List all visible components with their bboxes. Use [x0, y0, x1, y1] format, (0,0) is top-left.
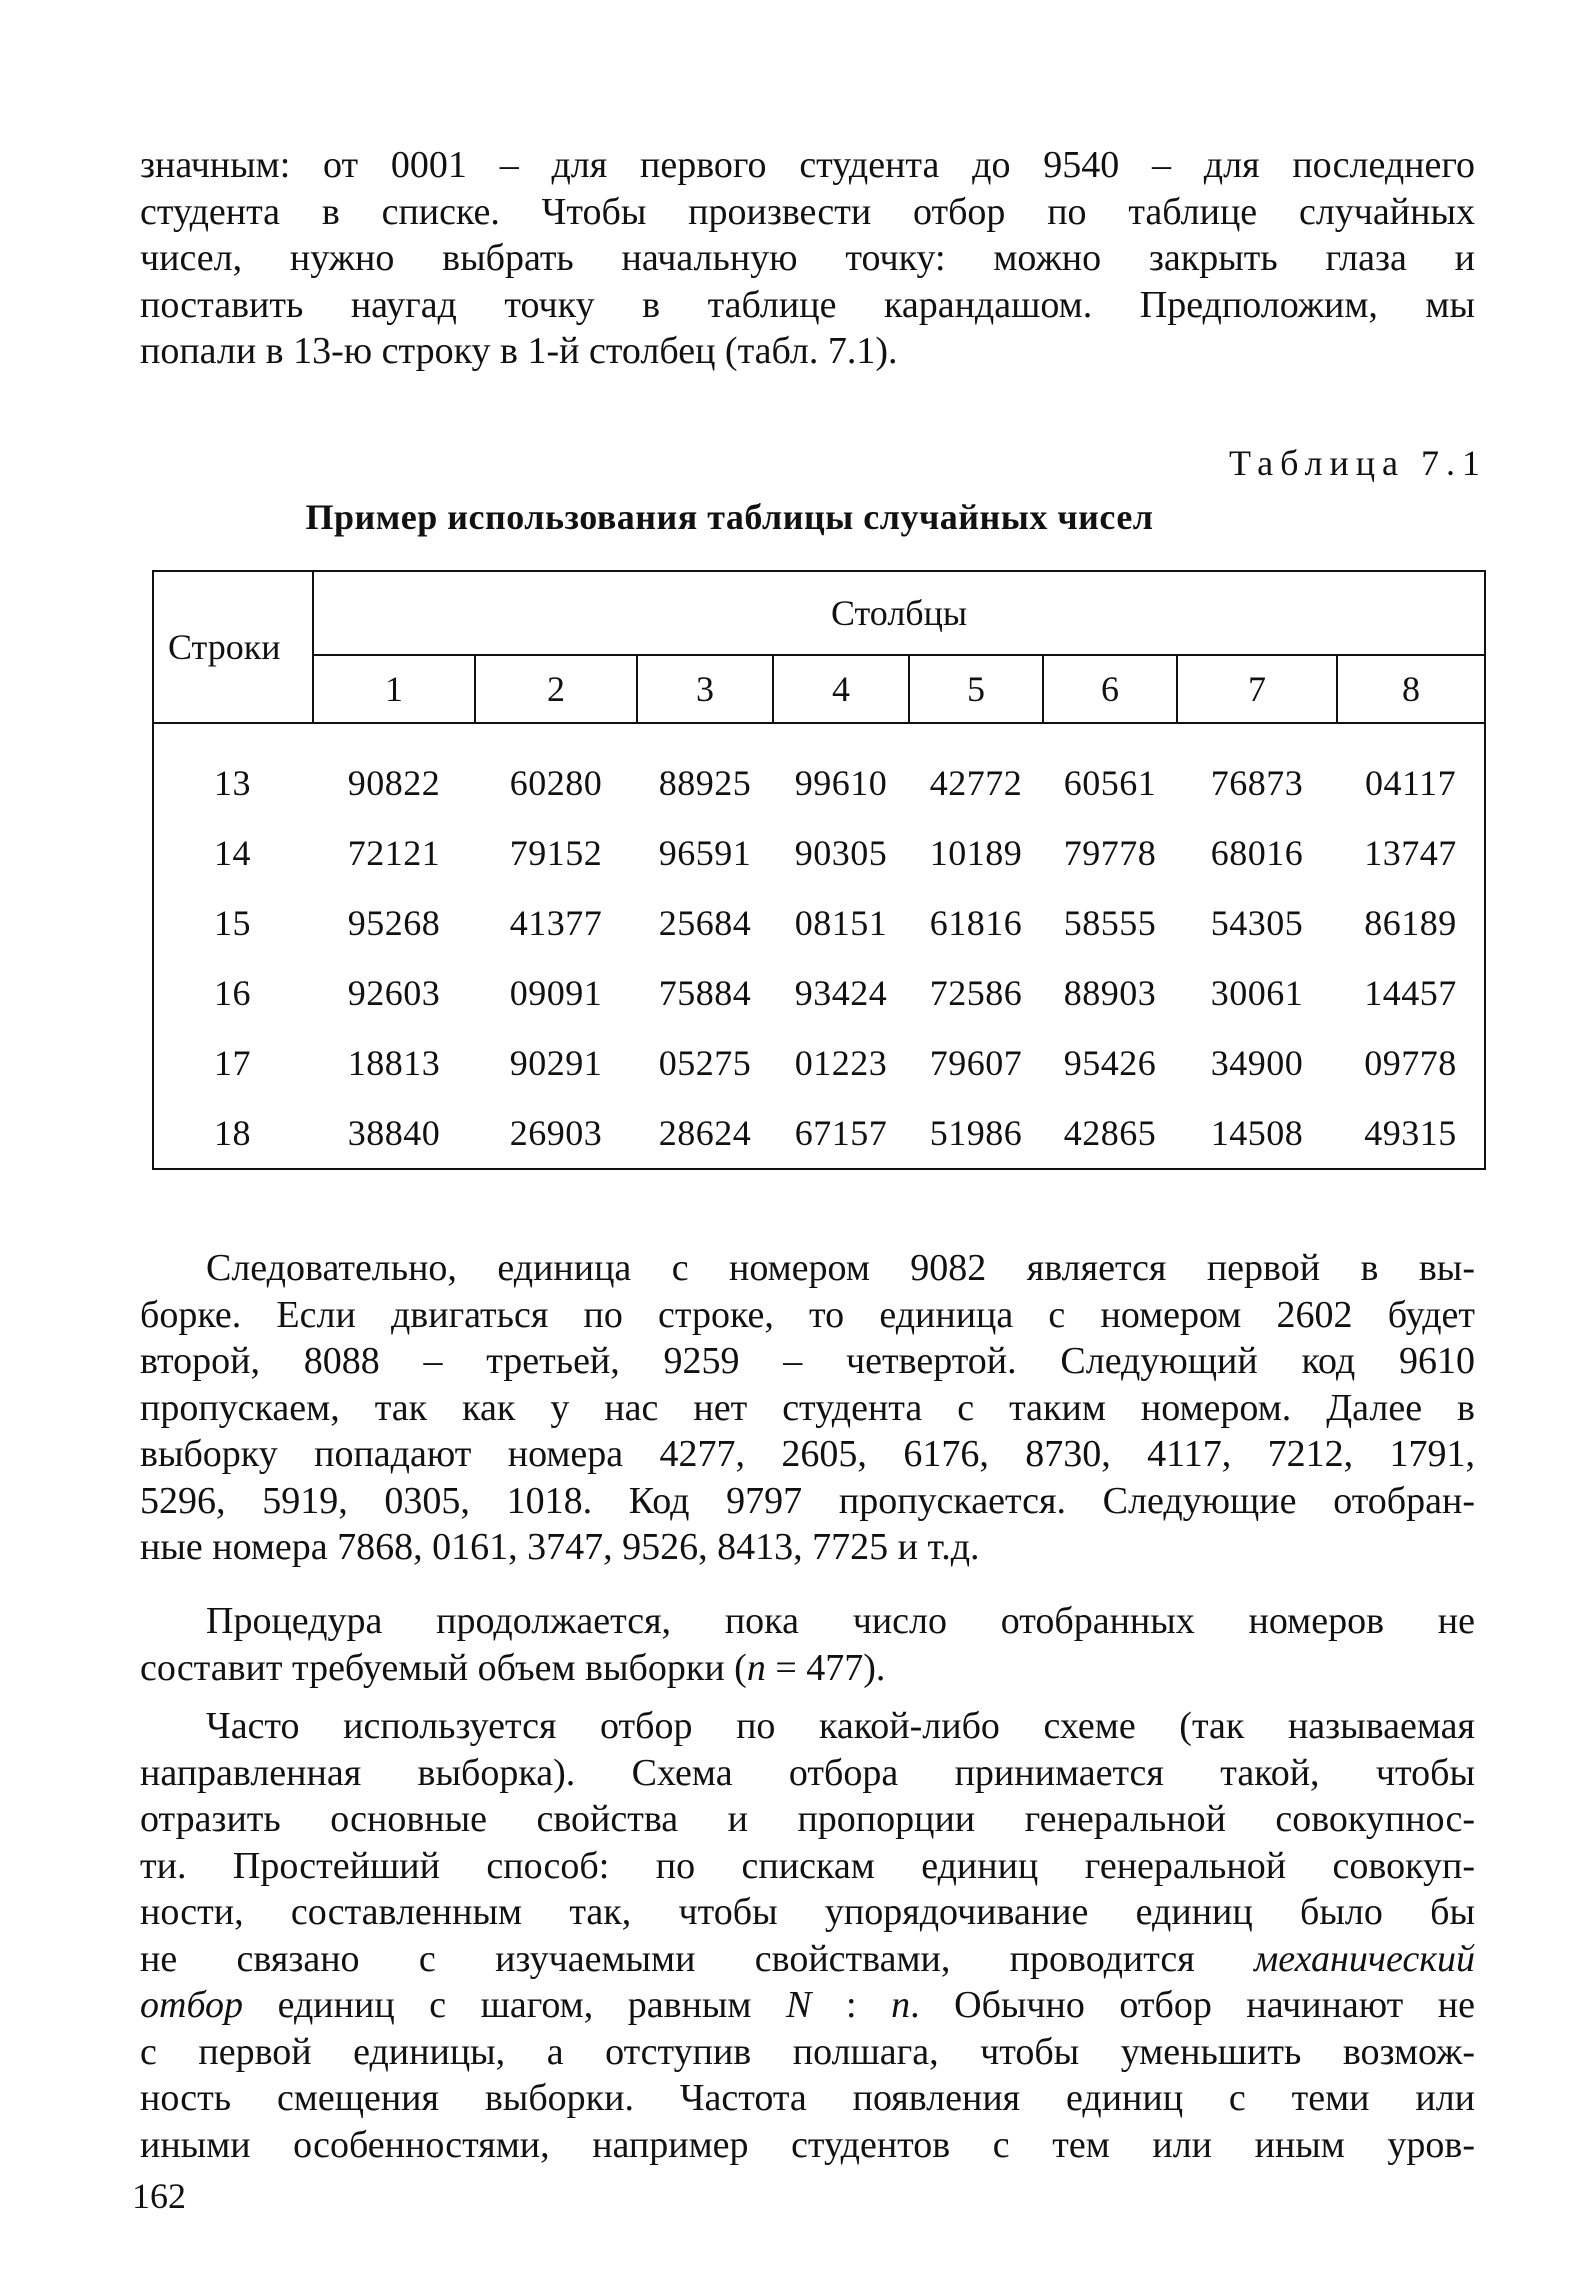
table-row — [153, 723, 1485, 818]
table-body — [153, 723, 1485, 1169]
text-line — [140, 1645, 1475, 1692]
table-cell: 04117 — [1364, 763, 1457, 803]
table-cell: 60561 — [1063, 763, 1157, 803]
row-number: 16 — [214, 973, 251, 1013]
text-line: ти. Простейший способ: по спискам единиц генеральной совокуп- — [140, 1844, 1475, 1887]
table-cell: 95268 — [347, 903, 441, 943]
row-number: 13 — [214, 763, 251, 803]
table-cell: 05275 — [658, 1043, 752, 1083]
table-cell: 41377 — [509, 903, 603, 943]
text-line: значным: от 0001 – для первого студента до 9540 – для последнего — [140, 144, 1475, 186]
text-line: ность смещения выборки. Частота появления единиц с теми или — [140, 2077, 1475, 2119]
table-cell: 79778 — [1063, 833, 1157, 873]
rows-header: Строки — [153, 571, 313, 723]
text-line: ные номера 7868, 0161, 3747, 9526, 8413, 7725 и т.д. — [140, 1526, 980, 1568]
table-cell: 54305 — [1210, 903, 1304, 943]
table-row — [153, 1028, 1485, 1098]
table-cell: 72121 — [347, 833, 441, 873]
table-cell: 86189 — [1364, 903, 1457, 943]
text-line: отразить основные свойства и пропорции генеральной совокупнос- — [140, 1798, 1475, 1840]
table-cell: 14457 — [1364, 973, 1457, 1013]
table-cell: 79607 — [929, 1043, 1023, 1083]
table-label: Таблица 7.1 — [1229, 443, 1487, 483]
table-cell: 18813 — [347, 1043, 441, 1083]
column-number: 5 — [909, 655, 1043, 723]
table-row — [153, 888, 1485, 958]
column-number: 4 — [773, 655, 909, 723]
table-cell: 38840 — [347, 1113, 441, 1153]
row-number: 14 — [214, 833, 251, 873]
columns-header: Столбцы — [313, 571, 1485, 655]
table-cell: 49315 — [1364, 1113, 1457, 1153]
table-cell: 88903 — [1063, 973, 1157, 1013]
table-cell: 10189 — [929, 833, 1023, 873]
table-cell: 26903 — [509, 1113, 603, 1153]
text-line: пропускаем, так как у нас нет студента с таким номером. Далее в — [140, 1386, 1475, 1429]
table-title: Пример использования таблицы случайных чисел — [305, 497, 1154, 537]
variable-n: n — [746, 1646, 766, 1689]
row-number: 17 — [214, 1043, 251, 1083]
table-row — [153, 1098, 1485, 1169]
column-number: 3 — [637, 655, 773, 723]
column-number: 1 — [313, 655, 475, 723]
table-cell: 14508 — [1210, 1113, 1304, 1153]
table-cell: 61816 — [929, 903, 1023, 943]
text-line: Часто используется отбор по какой-либо схеме (так называемая — [206, 1705, 1475, 1747]
text-line: ности, составленным так, чтобы упорядочивание единиц было бы — [140, 1891, 1475, 1933]
text-line: попали в 13-ю строку в 1-й столбец (табл. 7.1). — [140, 330, 898, 372]
text-line — [140, 1982, 1475, 2029]
page-number: 162 — [132, 2176, 186, 2216]
table-cell: 79152 — [509, 833, 603, 873]
text-line: 5296, 5919, 0305, 1018. Код 9797 пропускается. Следующие отобран- — [140, 1479, 1475, 1522]
table-cell: 58555 — [1063, 903, 1157, 943]
text-line: второй, 8088 – третьей, 9259 – четвертой. Следующий код 9610 — [140, 1340, 1475, 1382]
text-line: поставить наугад точку в таблице карандашом. Предположим, мы — [140, 283, 1475, 326]
text-line: выборку попадают номера 4277, 2605, 6176, 8730, 4117, 7212, 1791, — [140, 1433, 1475, 1475]
table-cell: 09091 — [509, 973, 603, 1013]
variable-N: N — [786, 1984, 812, 2026]
table-cell: 93424 — [794, 973, 888, 1013]
text-line: иными особенностями, например студентов с тем или иным уров- — [140, 2123, 1475, 2166]
paragraph-directed-sampling — [140, 1703, 1475, 2168]
table-cell: 88925 — [658, 763, 752, 803]
table-cell: 90305 — [794, 833, 888, 873]
table-cell: 25684 — [658, 903, 752, 943]
text-run: составит требуемый объем выборки ( — [140, 1646, 747, 1689]
paragraph-selection-example — [140, 1245, 1475, 1571]
table-cell: 92603 — [347, 973, 441, 1013]
paragraph-procedure — [140, 1598, 1475, 1691]
table-cell: 96591 — [658, 833, 752, 873]
table-cell: 28624 — [658, 1113, 752, 1153]
table-cell: 09778 — [1364, 1043, 1457, 1083]
random-numbers-table — [152, 570, 1486, 1170]
table-cell: 95426 — [1063, 1043, 1157, 1083]
column-number: 8 — [1337, 655, 1485, 723]
table-row — [153, 958, 1485, 1028]
table-cell: 30061 — [1210, 973, 1304, 1013]
text-line: борке. Если двигаться по строке, то единица с номером 2602 будет — [140, 1293, 1475, 1336]
table-cell: 42772 — [929, 763, 1023, 803]
column-number: 6 — [1043, 655, 1177, 723]
row-number: 15 — [214, 903, 251, 943]
text-line — [140, 1936, 1475, 1983]
column-number: 2 — [475, 655, 637, 723]
text-run: единиц с шагом, равным — [243, 1984, 787, 2026]
table-cell: 76873 — [1210, 763, 1304, 803]
text-line: Процедура продолжается, пока число отобранных номеров не — [206, 1600, 1475, 1642]
emphasis-term: отбор — [140, 1984, 244, 2026]
text-line: Следовательно, единица с номером 9082 является первой в вы- — [206, 1247, 1475, 1289]
random-numbers-table-wrapper — [152, 570, 1484, 1192]
table-cell: 99610 — [794, 763, 888, 803]
row-number: 18 — [214, 1113, 251, 1153]
table-cell: 01223 — [794, 1043, 888, 1083]
table-cell: 75884 — [658, 973, 752, 1013]
table-cell: 72586 — [929, 973, 1023, 1013]
text-run: не связано с изучаемыми свойствами, проводится — [140, 1937, 1255, 1980]
table-cell: 08151 — [794, 903, 888, 943]
table-cell: 34900 — [1210, 1043, 1304, 1083]
variable-n: n — [891, 1984, 911, 2026]
emphasis-term: механический — [1254, 1937, 1475, 1980]
text-run: = 477). — [765, 1646, 886, 1689]
text-line: с первой единицы, а отступив полшага, чтобы уменьшить возмож- — [140, 2030, 1475, 2073]
table-cell: 68016 — [1210, 833, 1304, 873]
text-line: студента в списке. Чтобы произвести отбор по таблице случайных — [140, 190, 1475, 233]
text-run: : — [811, 1984, 892, 2026]
table-cell: 90822 — [347, 763, 441, 803]
table-cell: 13747 — [1364, 833, 1457, 873]
column-numbers-row — [153, 655, 1485, 723]
column-number: 7 — [1177, 655, 1337, 723]
table-cell: 90291 — [509, 1043, 603, 1083]
table-cell: 42865 — [1063, 1113, 1157, 1153]
table-cell: 51986 — [929, 1113, 1023, 1153]
text-line: направленная выборка). Схема отбора принимается такой, чтобы — [140, 1751, 1475, 1794]
text-line: чисел, нужно выбрать начальную точку: можно закрыть глаза и — [140, 237, 1475, 279]
text-run: . Обычно отбор начинают не — [910, 1984, 1475, 2026]
table-cell: 67157 — [794, 1113, 888, 1153]
intro-paragraph — [140, 142, 1475, 375]
table-cell: 60280 — [509, 763, 603, 803]
table-row — [153, 818, 1485, 888]
